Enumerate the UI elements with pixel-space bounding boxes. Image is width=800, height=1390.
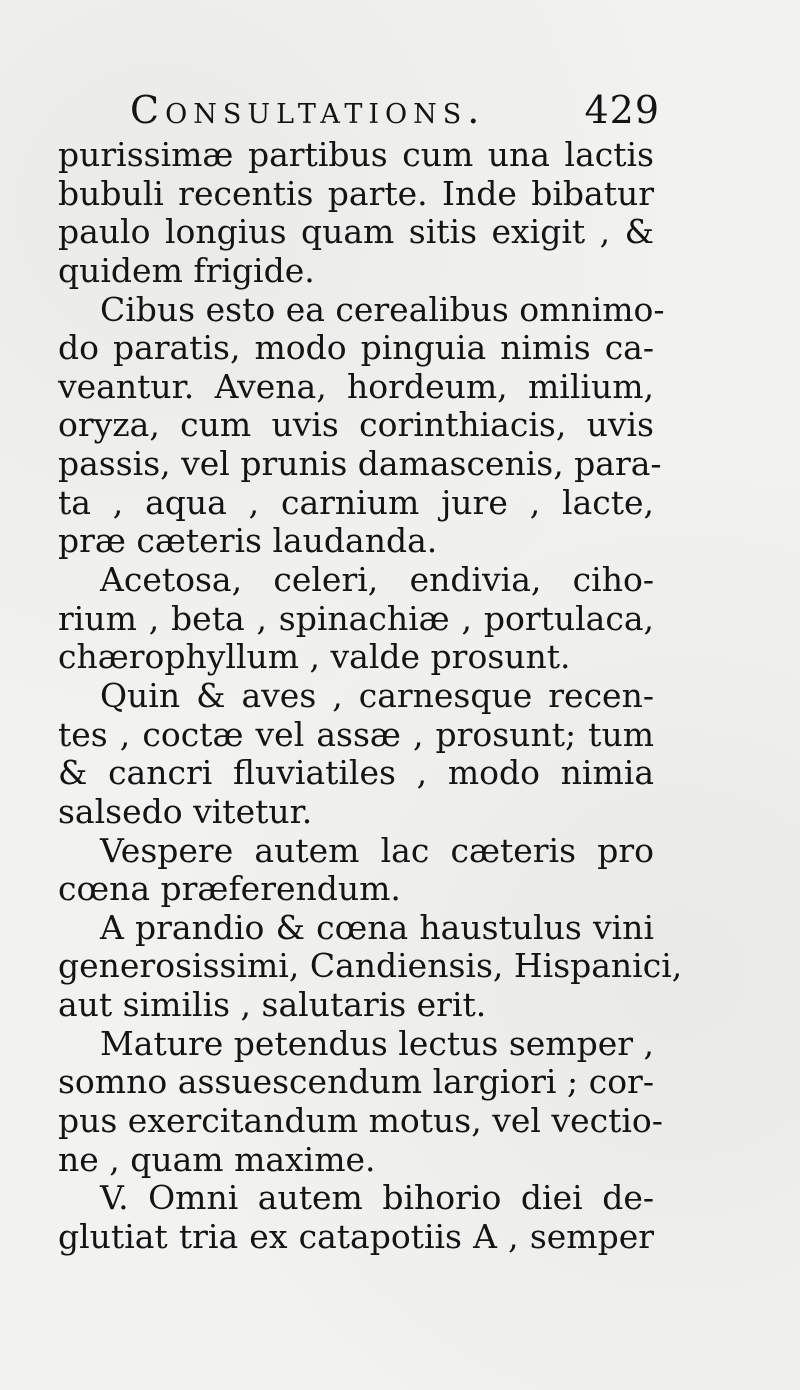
text-line: aut similis , salutaris erit. [58,985,487,1025]
text-line: ta , aqua , carnium jure , lacte, [58,482,654,522]
text-line: glutiat tria ex catapotiis A , semper [58,1216,654,1256]
text-line: & cancri fluviatiles , modo nimia [58,753,654,793]
text-line: purissimæ partibus cum una lactis [58,135,654,174]
text-line: Vespere autem lac cæteris pro [100,830,654,870]
body-text [58,135,683,1257]
text-line: do paratis, modo pinguia nimis ca- [58,328,654,368]
text-line: paulo longius quam sitis exigit , & [58,212,654,252]
text-line: Cibus esto ea cerealibus omnimo- [100,289,665,329]
text-line: Quin & aves , carnesque recen- [100,675,654,715]
text-line: tes , coctæ vel assæ , prosunt; tum [58,714,654,754]
text-line: salsedo vitetur. [58,791,313,831]
text-line: quidem frigide. [58,250,315,290]
text-line: pus exercitandum motus, vel vectio- [58,1101,663,1141]
text-line: generosissimi, Candiensis, Hispanici, [58,946,683,986]
text-line: veantur. Avena, hordeum, milium, [58,366,654,406]
running-head [130,88,660,138]
text-line: bubuli recentis parte. Inde bibatur [58,173,654,213]
text-line: passis, vel prunis damascenis, para- [58,444,662,484]
text-line: Acetosa, celeri, endivia, ciho- [100,560,654,600]
text-line: oryza, cum uvis corinthiacis, uvis [58,405,654,445]
text-line: somno assuescendum largiori ; cor- [58,1062,654,1102]
text-line: A prandio & cœna haustulus vini [100,907,654,947]
text-line: chærophyllum , valde prosunt. [58,637,571,677]
text-line: ne , quam maxime. [58,1139,376,1179]
text-line: præ cæteris laudanda. [58,521,438,561]
text-line: cœna præferendum. [58,869,401,909]
page-number: 429 [584,88,660,132]
text-line: Mature petendus lectus semper , [100,1023,654,1063]
text-line: rium , beta , spinachiæ , portulaca, [58,598,654,638]
running-title: Consultations. [130,88,486,132]
text-line: V. Omni autem bihorio diei de- [100,1178,654,1218]
